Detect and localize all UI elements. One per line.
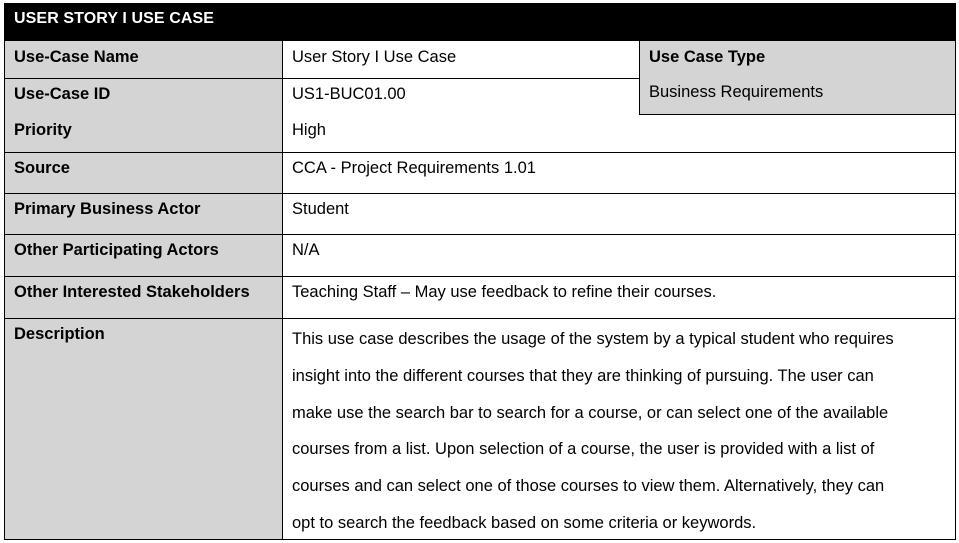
value-priority (283, 115, 955, 152)
value-text: CCA - Project Requirements 1.01 (292, 159, 536, 177)
label-primary-actor (5, 194, 283, 234)
row-description (4, 319, 956, 540)
label-use-case-name (5, 41, 283, 78)
label-description (5, 319, 283, 539)
description-line: make use the search bar to search for a course, or can select one of the available (292, 403, 889, 422)
label-text: Primary Business Actor (14, 200, 201, 218)
value-use-case-type: Business Requirements (649, 83, 824, 101)
row-stakeholders (4, 277, 956, 319)
table-title: USER STORY I USE CASE (14, 10, 215, 27)
use-case-document (4, 3, 956, 540)
value-text: Teaching Staff – May use feedback to refine their courses. (292, 283, 717, 301)
description-line: This use case describes the usage of the system by a typical student who requires (292, 330, 894, 348)
label-text: Use-Case ID (14, 85, 111, 103)
row-priority (4, 115, 956, 153)
table-header (4, 3, 956, 41)
value-text: N/A (292, 241, 320, 259)
label-other-actors (5, 235, 283, 276)
description-line: opt to search the feedback based on some criteria or keywords. (292, 513, 757, 532)
label-text: Use-Case Name (14, 48, 139, 66)
label-stakeholders (5, 277, 283, 318)
use-case-type-cell (639, 41, 956, 115)
description-line: courses and can select one of those courses to view them. Alternatively, they can (292, 477, 885, 496)
value-text: User Story I Use Case (292, 48, 457, 66)
label-text: Description (14, 325, 105, 343)
value-source (283, 153, 955, 193)
value-use-case-id (283, 79, 640, 115)
label-source (5, 153, 283, 193)
label-text: Source (14, 159, 70, 177)
value-other-actors (283, 235, 955, 276)
value-text: Student (292, 200, 349, 218)
label-text: Other Participating Actors (14, 241, 219, 259)
value-stakeholders (283, 277, 955, 318)
row-other-actors (4, 235, 956, 277)
row-primary-actor (4, 194, 956, 235)
label-text: Priority (14, 121, 72, 139)
value-description (283, 319, 955, 539)
label-text: Other Interested Stakeholders (14, 283, 250, 301)
value-text: High (292, 121, 326, 139)
description-paragraph (292, 321, 952, 542)
value-text: US1-BUC01.00 (292, 85, 406, 103)
description-line: insight into the different courses that they are thinking of pursuing. The user can (292, 366, 874, 385)
description-line: courses from a list. Upon selection of a course, the user is provided with a list of (292, 440, 875, 459)
row-use-case-name (4, 41, 640, 79)
row-source (4, 153, 956, 194)
label-use-case-type: Use Case Type (649, 48, 766, 66)
label-use-case-id (5, 79, 283, 115)
row-use-case-id (4, 78, 640, 116)
value-use-case-name (283, 41, 640, 78)
label-priority (5, 115, 283, 152)
value-primary-actor (283, 194, 955, 234)
